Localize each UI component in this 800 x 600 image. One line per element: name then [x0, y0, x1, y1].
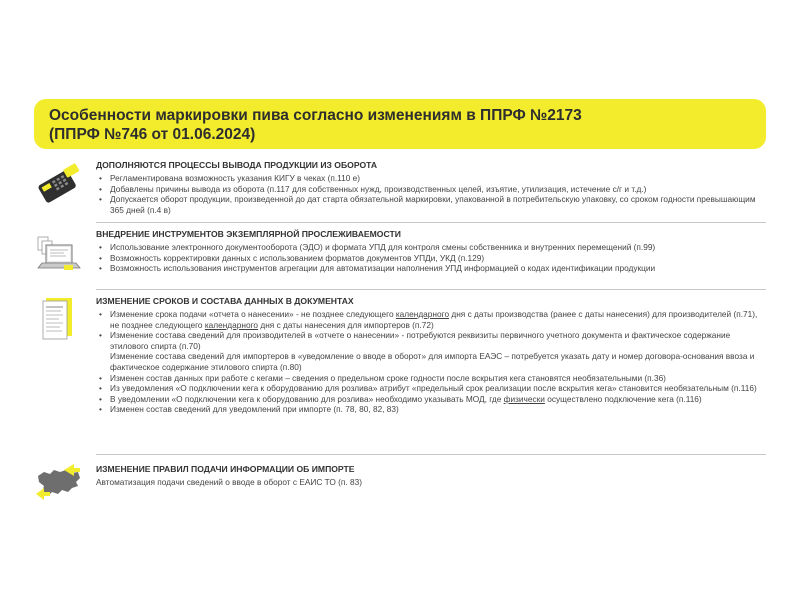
underlined-word: физически [503, 393, 545, 404]
list-item: • Добавлены причины вывода из оборота (п.117 для собственных нужд, производственных целей, изъятие, утилизация, истечение с/г и т.д.) [96, 184, 766, 195]
section-text: Автоматизация подачи сведений о вводе в оборот с ЕАИС ТО (п. 83) [96, 477, 362, 487]
list-item: • Допускается оборот продукции, произведенной до дат старта обязательной маркировки, упакованной в потребительскую упаковку, со сроком годности превышающим 365 дней (п.4 в) [96, 194, 766, 215]
section-heading: ИЗМЕНЕНИЕ ПРАВИЛ ПОДАЧИ ИНФОРМАЦИИ ОБ ИМПОРТЕ [96, 464, 355, 474]
text-span: Изменение срока подачи «отчета о нанесении» - не позднее следующего [110, 309, 396, 319]
section-documents [34, 296, 766, 452]
laptop-documents-icon [34, 229, 82, 277]
section-withdrawal [34, 160, 766, 222]
text-span: дня с даты производства (ранее с даты нанесения) для производителей (п.71), не позднее следующего [110, 309, 758, 330]
list-item: • Регламентирована возможность указания КИГУ в чеках (п.110 е) [96, 173, 766, 184]
divider [96, 222, 766, 223]
page-title: Особенности маркировки пива согласно изменениям в ППРФ №2173 [49, 107, 582, 124]
russia-map-arrows-icon [34, 464, 82, 512]
paragraph: • Изменение состава сведений для производителей в «отчете о нанесении» - потребуются реквизиты первичного учетного документа и фактическое содержание этилового спирта (п.70) [110, 330, 731, 351]
list-item: • Из уведомления «О подключении кега к оборудованию для розлива» атрибут «предельный срок реализации после вскрытия кега» становится необязательным (п.116) [96, 383, 766, 394]
underlined-word: календарного [395, 309, 450, 319]
paragraph: Изменение состава сведений для импортеров в «уведомление о вводе в оборот» для импорта ЕАЭС – потребуется указать дату и номер договора-основания ввоза и фактическое содержание этилового спирта (п.80) [110, 351, 755, 372]
list-item [96, 394, 766, 405]
page-subtitle: (ППРФ №746 от 01.06.2024) [49, 126, 256, 143]
section-import [34, 464, 766, 504]
section-heading: ДОПОЛНЯЮТСЯ ПРОЦЕССЫ ВЫВОДА ПРОДУКЦИИ ИЗ ОБОРОТА [96, 160, 378, 170]
list-item [96, 330, 766, 372]
divider [96, 289, 766, 290]
list-item: • Возможность корректировки данных с использованием форматов документов УПДи, УКД (п.129) [96, 253, 766, 264]
list-item: • Изменен состав данных при работе с кегами – сведения о предельном сроке годности после вскрытия кега становятся необязательными (п.36) [96, 373, 766, 384]
section-heading: ИЗМЕНЕНИЕ СРОКОВ И СОСТАВА ДАННЫХ В ДОКУМЕНТАХ [96, 296, 354, 306]
section-traceability [34, 229, 766, 281]
text-span: дня с даты нанесения для импортеров (п.72) [258, 319, 434, 330]
list-item [96, 309, 766, 330]
text-span: В уведомлении «О подключении кега к оборудованию для розлива» необходимо указывать МОД, где [110, 393, 504, 404]
list-item: • Возможность использования инструментов агрегации для автоматизации наполнения УПД информацией о кодах идентификации продукции [96, 263, 766, 274]
payment-terminal-icon [34, 160, 82, 208]
underlined-word: календарного [204, 319, 259, 330]
list-item: • Использование электронного документооборота (ЭДО) и формата УПД для контроля смены собственника и внутренних перемещений (п.99) [96, 242, 766, 253]
list-item: • Изменен состав сведений для уведомлений при импорте (п. 78, 80, 82, 83) [96, 404, 766, 415]
section-heading: ВНЕДРЕНИЕ ИНСТРУМЕНТОВ ЭКЗЕМПЛЯРНОЙ ПРОСЛЕЖИВАЕМОСТИ [96, 229, 401, 239]
document-icon [34, 296, 82, 344]
divider [96, 454, 766, 455]
title-banner [34, 99, 766, 149]
text-span: осуществлено подключение кега (п.116) [544, 393, 702, 404]
